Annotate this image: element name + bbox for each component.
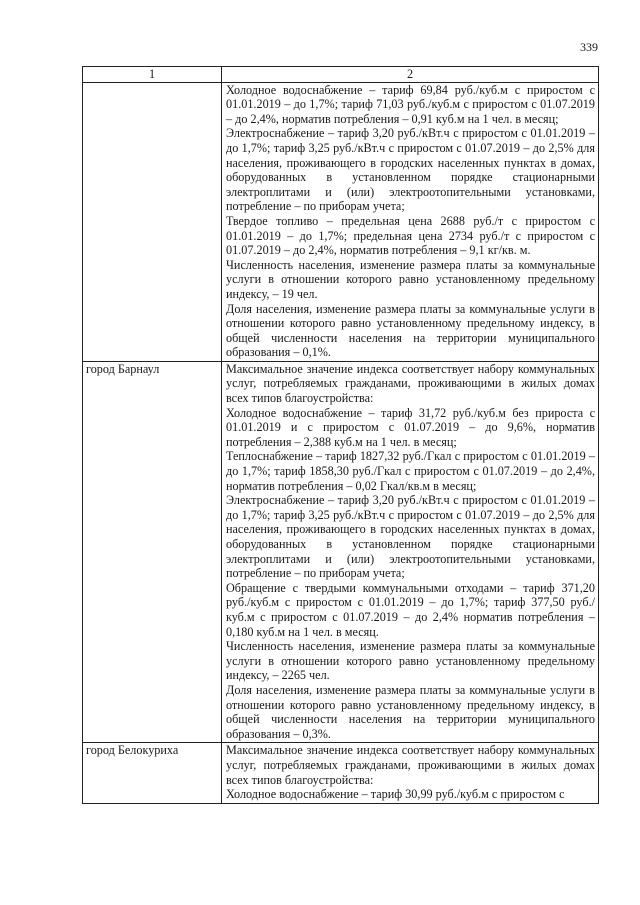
municipality-cell: город Барнаул bbox=[83, 361, 222, 742]
paragraph: Максимальное значение индекса соответствует набору коммунальных услуг, потребляемых гражданами, проживающими в жилых домах всех типов благоустройства: bbox=[226, 361, 595, 406]
description-cell bbox=[222, 743, 599, 803]
page-number: 339 bbox=[580, 40, 598, 54]
table-row bbox=[83, 82, 599, 361]
tariff-table bbox=[82, 66, 599, 804]
paragraph: Электроснабжение – тариф 3,20 руб./кВт.ч с приростом с 01.01.2019 – до 1,7%; тариф 3,25 руб./кВт.ч с приростом с 01.07.2019 – до 2,5% для населения, проживающего в городских населенных пунктах в домах, оборудованных в установленном порядке стационарными электроплитами и (или) электроотопительными установками, потребление – по приборам учета; bbox=[226, 126, 595, 214]
paragraph: Холодное водоснабжение – тариф 31,72 руб./куб.м без прироста с 01.01.2019 и с приростом с 01.07.2019 – до 9,6%, норматив потребления – 2,388 куб.м на 1 чел. в месяц; bbox=[226, 405, 595, 449]
column-header-2: 2 bbox=[222, 67, 599, 83]
table-row bbox=[83, 743, 599, 803]
description-cell bbox=[222, 361, 599, 742]
paragraph: Численность населения, изменение размера платы за коммунальные услуги в отношении которого равно установленному предельному индексу, – 19 чел. bbox=[226, 257, 595, 301]
table-row bbox=[83, 361, 599, 742]
paragraph: Численность населения, изменение размера платы за коммунальные услуги в отношении которого равно установленному предельному индексу, – 2265 чел. bbox=[226, 639, 595, 683]
paragraph: Доля населения, изменение размера платы за коммунальные услуги в отношении которого равно установленному предельному индексу, в общей численности населения на территории муниципального образования – 0,3%. bbox=[226, 682, 595, 741]
table-header-row bbox=[83, 67, 599, 83]
paragraph: Электроснабжение – тариф 3,20 руб./кВт.ч с приростом с 01.01.2019 – до 1,7%; тариф 3,25 руб./кВт.ч с приростом с 01.07.2019 – до 2,5% для населения, проживающего в городских населенных пунктах в домах, оборудованных в установленном порядке стационарными электроплитами и (или) электроотопительными установками, потребление – по приборам учета; bbox=[226, 493, 595, 581]
municipality-cell: город Белокуриха bbox=[83, 743, 222, 803]
paragraph: Холодное водоснабжение – тариф 30,99 руб./куб.м с приростом с bbox=[226, 787, 565, 802]
column-header-1: 1 bbox=[83, 67, 222, 83]
description-cell bbox=[222, 82, 599, 361]
municipality-cell bbox=[83, 82, 222, 361]
paragraph: Теплоснабжение – тариф 1827,32 руб./Гкал с приростом с 01.01.2019 – до 1,7%; тариф 1858,30 руб./Гкал с приростом с 01.07.2019 – до 2,4%, норматив потребления – 0,02 Гкал/кв.м в месяц; bbox=[226, 449, 595, 493]
paragraph: Холодное водоснабжение – тариф 69,84 руб./куб.м с приростом с 01.01.2019 – до 1,7%; тариф 71,03 руб./куб.м с приростом с 01.07.2019 – до 2,4%, норматив потребления – 0,91 куб.м на 1 чел. в месяц; bbox=[226, 82, 595, 126]
paragraph: Обращение с твердыми коммунальными отходами – тариф 371,20 руб./куб.м с приростом с 01.01.2019 – до 1,7%; тариф 377,50 руб./куб.м с приростом с 01.07.2019 – до 2,4% норматив потребления – 0,180 куб.м на 1 чел. в месяц. bbox=[226, 580, 595, 639]
paragraph: Доля населения, изменение размера платы за коммунальные услуги в отношении которого равно установленному предельному индексу, в общей численности населения на территории муниципального образования – 0,1%. bbox=[226, 301, 595, 360]
paragraph: Максимальное значение индекса соответствует набору коммунальных услуг, потребляемых гражданами, проживающими в жилых домах всех типов благоустройства: bbox=[226, 743, 595, 787]
paragraph: Твердое топливо – предельная цена 2688 руб./т с приростом с 01.01.2019 – до 1,7%; предельная цена 2734 руб./т с приростом с 01.07.2019 – до 2,4%, норматив потребления – 9,1 кг/кв. м. bbox=[226, 213, 595, 258]
